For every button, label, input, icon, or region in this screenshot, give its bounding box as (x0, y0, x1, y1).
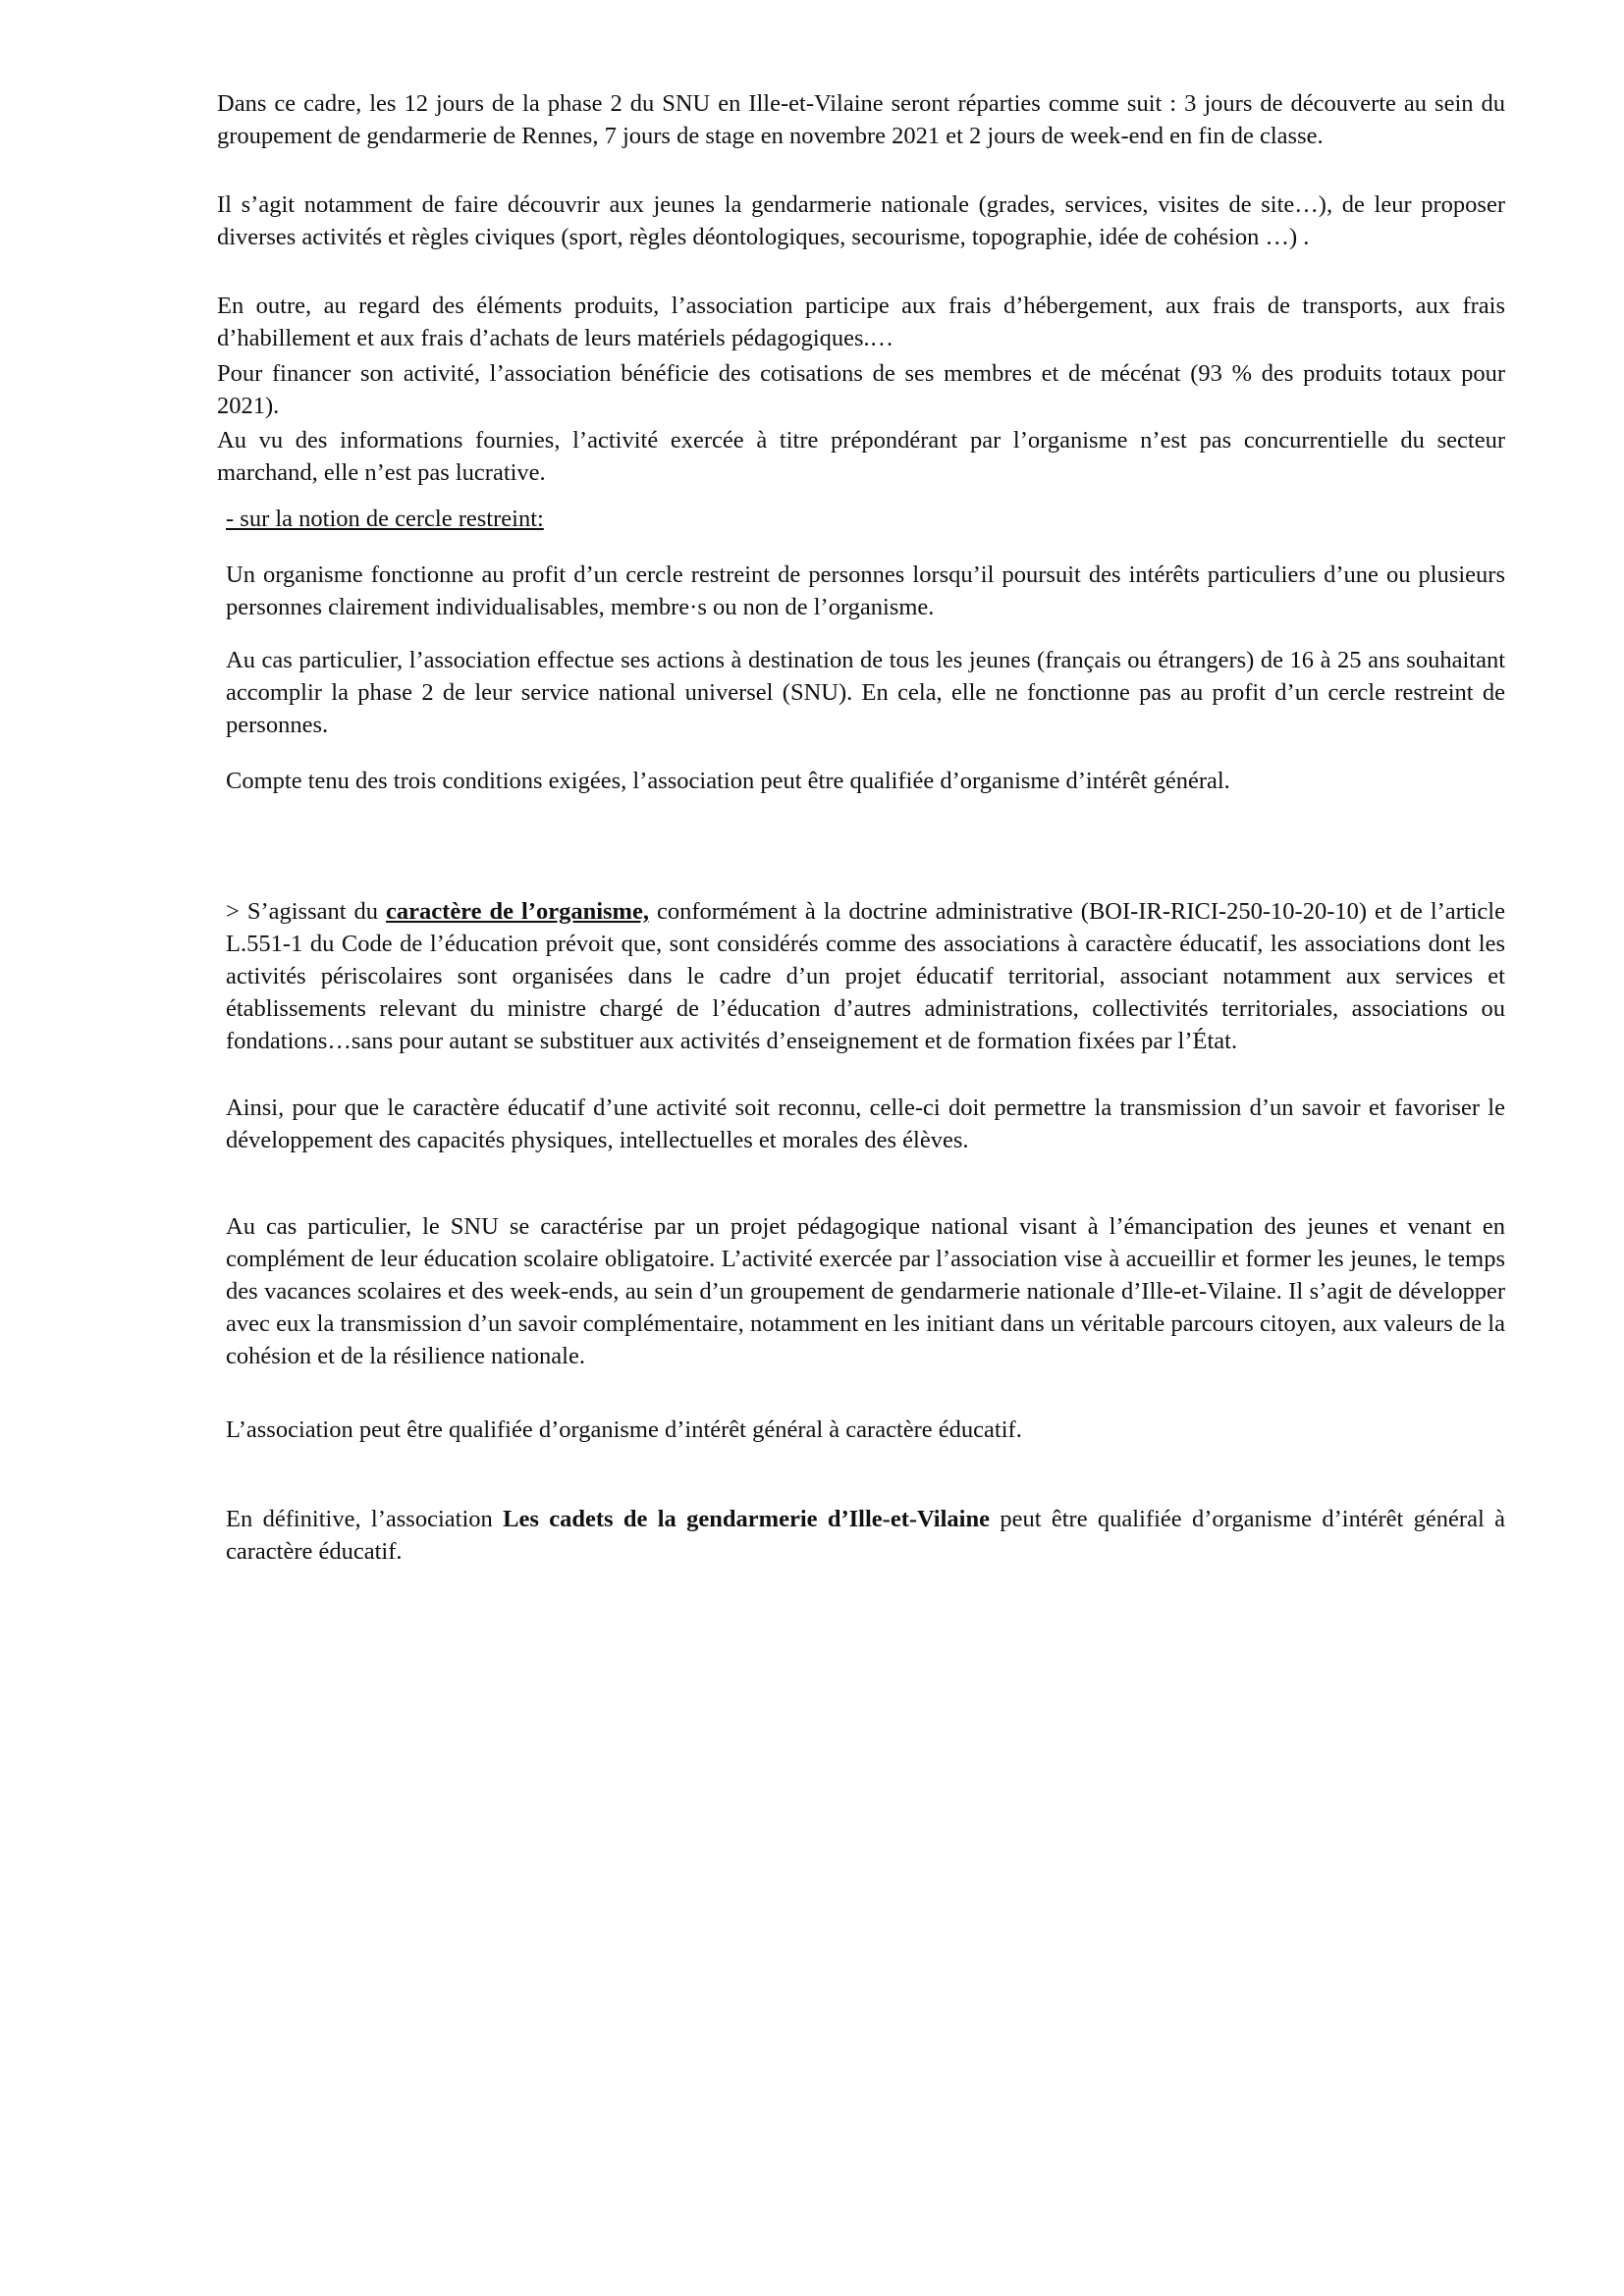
conclusion-prefix: En définitive, l’association (226, 1506, 504, 1532)
paragraph-non-lucrative: Au vu des informations fournies, l’activité exercée à titre prépondérant par l’organisme n’est pas concurrentielle du secteur marchand, elle n’est pas lucrative. (217, 427, 1505, 486)
paragraph-cas-particulier-jeunes: Au cas particulier, l’association effectue ses actions à destination de tous les jeunes (français ou étrangers) de 16 à 25 ans souhaitant accomplir la phase 2 de leur service national universel (SNU). En cela, elle ne fonctionne pas au profit d’un cercle restreint de personnes. (226, 647, 1505, 738)
paragraph-caractere-organisme (226, 895, 1505, 1057)
paragraph-financement: Pour financer son activité, l’association bénéficie des cotisations de ses membres et de mécénat (93 % des produits totaux pour 2021). (217, 360, 1505, 419)
paragraph-activites: Il s’agit notamment de faire découvrir aux jeunes la gendarmerie nationale (grades, services, visites de site…), de leur proposer diverses activités et règles civiques (sport, règles déontologiques, secourisme, topographie, idée de cohésion …) . (217, 191, 1505, 250)
paragraph-frais: En outre, au regard des éléments produits, l’association participe aux frais d’hébergement, aux frais de transports, aux frais d’habillement et aux frais d’achats de leurs matériels pédagogiques.… (217, 293, 1505, 351)
caractere-organisme-heading: caractère de l’organisme, (386, 898, 649, 925)
paragraph-definition-cercle: Un organisme fonctionne au profit d’un cercle restreint de personnes lorsqu’il poursuit des intérêts particuliers d’une ou plusieurs personnes clairement individualisables, membre·s ou non de l’organisme. (226, 561, 1505, 620)
paragraph-interet-general: Compte tenu des trois conditions exigées, l’association peut être qualifiée d’organisme d’intérêt général. (226, 768, 1230, 794)
paragraph-conclusion (226, 1503, 1505, 1568)
paragraph-phase2-repartition: Dans ce cadre, les 12 jours de la phase 2 du SNU en Ille-et-Vilaine seront réparties comme suit : 3 jours de découverte au sein du groupement de gendarmerie de Rennes, 7 jours de stage en novembre 2021 et 2 jours de week-end en fin de classe. (217, 90, 1505, 149)
paragraph-snu-projet-pedagogique: Au cas particulier, le SNU se caractérise par un projet pédagogique national visant à l’émancipation des jeunes et venant en complément de leur éducation scolaire obligatoire. L’activité exercée par l’association vise à accueillir et former les jeunes, le temps des vacances scolaires et des week-ends, au sein d’un groupement de gendarmerie nationale d’Ille-et-Vilaine. Il s’agit de développer avec eux la transmission d’un savoir complémentaire, notamment en les initiant dans un véritable parcours citoyen, aux valeurs de la cohésion et de la résilience nationale. (226, 1213, 1505, 1369)
paragraph-caractere-educatif-definition: Ainsi, pour que le caractère éducatif d’une activité soit reconnu, celle-ci doit permettre la transmission d’un savoir et favoriser le développement des capacités physiques, intellectuelles et morales des élèves. (226, 1095, 1505, 1153)
conclusion-rest: peut être qualifiée d’organisme d’intérêt général à caractère éducatif. (226, 1506, 1506, 1565)
section-heading-cercle-restreint: - sur la notion de cercle restreint: (226, 506, 544, 532)
association-name: Les cadets de la gendarmerie d’Ille-et-Vilaine (503, 1506, 990, 1532)
caractere-prefix: > S’agissant du (226, 898, 387, 925)
paragraph-qualification-educatif: L’association peut être qualifiée d’organisme d’intérêt général à caractère éducatif. (226, 1416, 1022, 1443)
caractere-rest: conformément à la doctrine administrative (BOI-IR-RICI-250-10-20-10) et de l’article L.551-1 du Code de l’éducation prévoit que, sont considérés comme des associations à caractère éducatif, les associations dont les activités périscolaires sont organisées dans le cadre d’un projet éducatif territorial, associant notamment aux services et établissements relevant du ministre chargé de l’éducation d’autres administrations, collectivités territoriales, associations ou fondations…sans pour autant se substituer aux activités d’enseignement et de formation fixées par l’État. (226, 898, 1505, 1054)
